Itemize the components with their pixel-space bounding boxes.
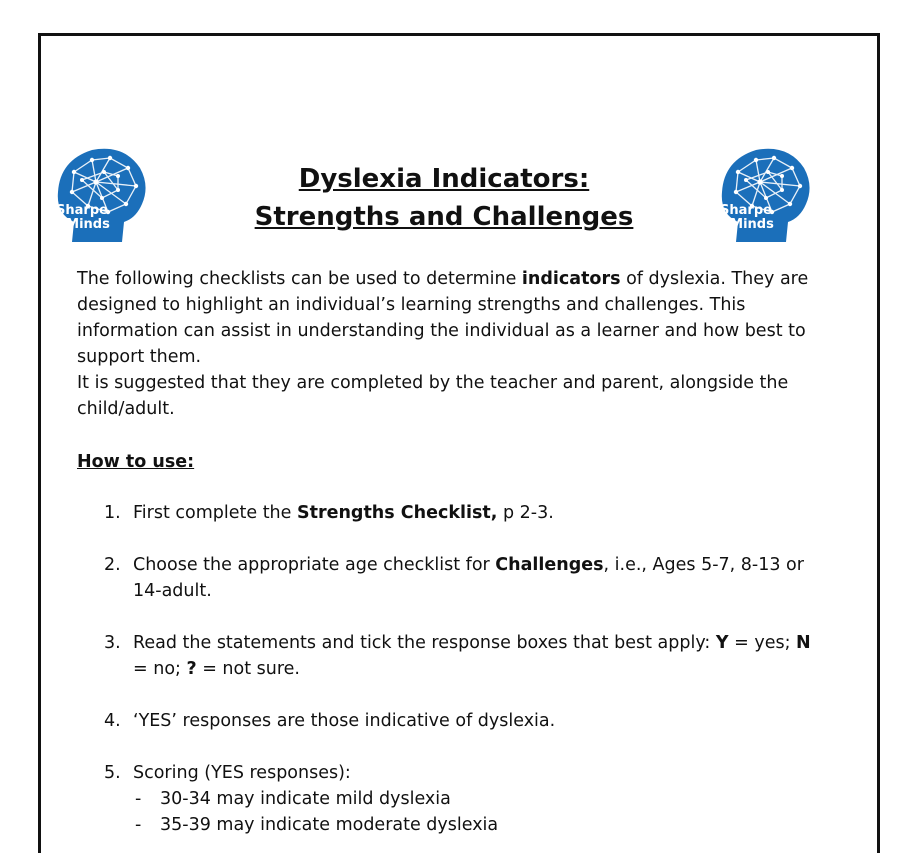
list-item: 5. Scoring (YES responses): - 30-34 may indicate mild dyslexia - 35-39 may indicate moderate dyslexia [104, 760, 824, 838]
logo-text-line2: Minds [66, 217, 110, 232]
how-to-use-heading: How to use: [77, 452, 195, 472]
scoring-item: - 30-34 may indicate mild dyslexia [135, 789, 451, 809]
instruction-list [104, 500, 824, 838]
title-line-1: Dyslexia Indicators: [298, 164, 590, 194]
title-line-2: Strengths and Challenges [254, 202, 634, 232]
logo-text-line2: Minds [730, 217, 774, 232]
list-item: 1. First complete the Strengths Checklist, p 2-3. [104, 503, 554, 523]
scoring-item: - 35-39 may indicate moderate dyslexia [135, 815, 499, 835]
sharpe-minds-logo-left [52, 142, 148, 244]
intro-section [77, 266, 817, 422]
brain-head-icon [716, 142, 812, 244]
scoring-list [133, 786, 824, 838]
sharpe-minds-logo-right [716, 142, 812, 244]
list-item: 2. Choose the appropriate age checklist for Challenges, i.e., Ages 5-7, 8-13 or 14-adult. [104, 555, 804, 601]
document-title [200, 160, 688, 236]
intro-paragraph-1: The following checklists can be used to determine indicators of dyslexia. They are designed to highlight an individual’s learning strengths and challenges. This information can assist in understanding the individual as a learner and how best to support them. [77, 269, 809, 367]
logo-text-line1: Sharpe [720, 203, 772, 218]
intro-paragraph-2: It is suggested that they are completed by the teacher and parent, alongside the child/adult. [77, 373, 789, 419]
list-item: 3. Read the statements and tick the response boxes that best apply: Y = yes; N = no; ? = not sure. [104, 633, 811, 679]
intro-bold-term: indicators [521, 269, 621, 289]
brain-head-icon [52, 142, 148, 244]
list-item: 4. ‘YES’ responses are those indicative of dyslexia. [104, 711, 556, 731]
logo-text-line1: Sharpe [56, 203, 108, 218]
